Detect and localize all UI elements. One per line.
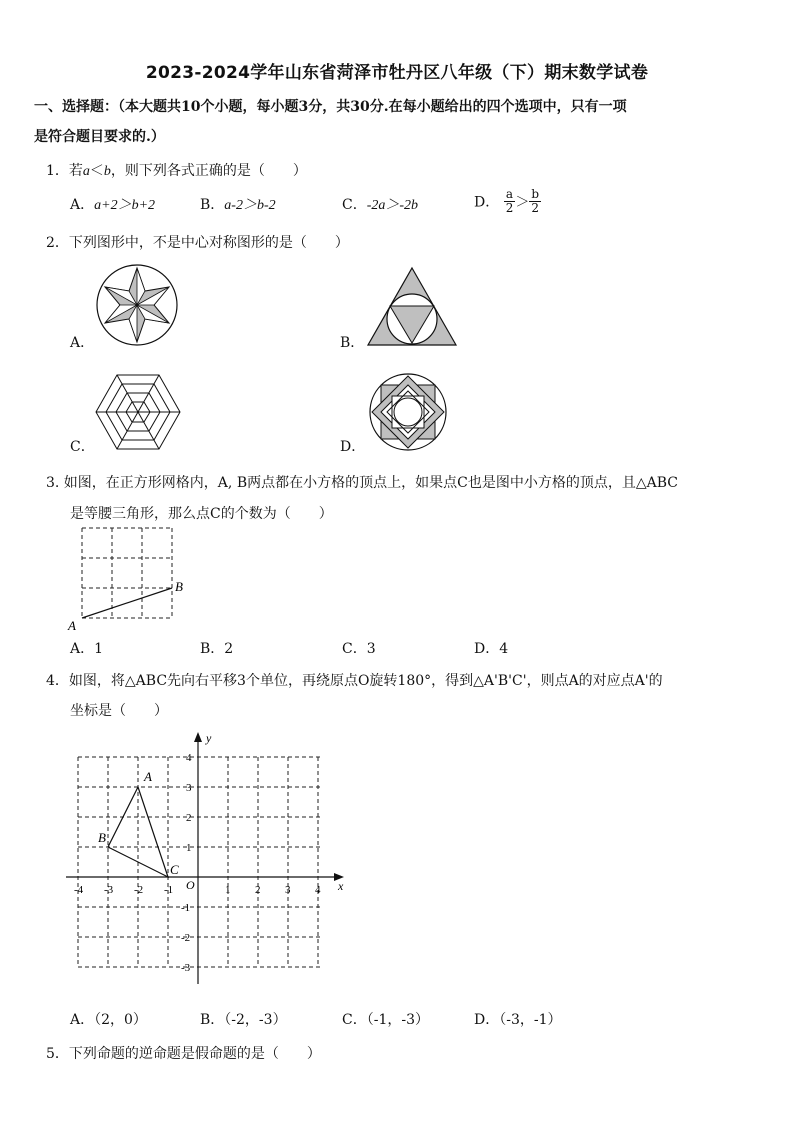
x-tick-label: -1 <box>164 884 174 896</box>
q4-option-b[interactable]: B．（-2，-3） <box>200 1012 287 1028</box>
q3-segment-ab <box>82 588 172 618</box>
q4-stem-line1: 4．如图，将△ABC先向右平移3个单位，再绕原点O旋转180°，得到△A'B'C'，则点A的对应点A'的 <box>46 673 663 689</box>
q4-stem-line2: 坐标是（ ） <box>70 703 168 719</box>
q3-label-b: B <box>175 579 183 594</box>
q2-figure-b-triangle-circle <box>366 266 458 348</box>
y-axis-arrow <box>194 732 202 742</box>
q2-option-d[interactable]: D． <box>340 439 366 455</box>
q1-option-d[interactable]: D． $\frac{a}{2}$ ＞ $\frac{b}{2}$ <box>474 187 540 215</box>
q4-coordinate-plane <box>62 728 352 990</box>
point-a-label: A <box>144 769 152 784</box>
q1-option-b[interactable]: B．a-2＞b-2 <box>200 197 276 213</box>
q3-grid-figure <box>66 524 196 632</box>
q3-option-d[interactable]: D．4 <box>474 641 509 657</box>
q3-label-a: A <box>68 618 76 632</box>
q3-option-b[interactable]: B．2 <box>200 641 234 657</box>
x-tick-label: 3 <box>285 884 291 896</box>
x-tick-label: 2 <box>255 884 261 896</box>
q4-option-a[interactable]: A．（2，0） <box>70 1012 147 1028</box>
q2-stem: 2．下列图形中，不是中心对称图形的是（ ） <box>46 235 349 251</box>
x-tick-label: -3 <box>104 884 114 896</box>
q4-option-c[interactable]: C．（-1，-3） <box>342 1012 429 1028</box>
section-heading-line2: 是符合题目要求的.） <box>34 129 165 145</box>
paper-title: 2023-2024学年山东省菏泽市牡丹区八年级（下）期末数学试卷 <box>145 63 649 83</box>
x-axis-label: x <box>338 879 344 893</box>
x-tick-label: -2 <box>134 884 144 896</box>
q3-option-a[interactable]: A．1 <box>70 641 104 657</box>
q2-option-a[interactable]: A． <box>70 335 95 351</box>
y-tick-label: -2 <box>181 932 191 944</box>
origin-label: O <box>186 878 195 892</box>
x-tick-label: -4 <box>74 884 84 896</box>
q2-figure-c-nested-hexagons <box>94 372 182 452</box>
y-tick-label: 4 <box>186 752 192 764</box>
q5-stem: 5．下列命题的逆命题是假命题的是（ ） <box>46 1046 321 1062</box>
q2-option-b[interactable]: B． <box>340 335 365 351</box>
y-tick-label: 2 <box>186 812 192 824</box>
q2-figure-d-circle-squares <box>368 372 448 452</box>
q1-option-c[interactable]: C．-2a＞-2b <box>342 197 419 213</box>
y-tick-label: 1 <box>186 842 192 854</box>
q2-option-c[interactable]: C． <box>70 439 95 455</box>
x-tick-label: 4 <box>315 884 321 896</box>
q1-stem: 1．若a＜b，则下列各式正确的是（ ） <box>46 163 307 179</box>
y-tick-labels <box>181 752 192 974</box>
x-tick-label: 1 <box>225 884 231 896</box>
y-tick-label: 3 <box>186 782 192 794</box>
y-axis-label: y <box>206 731 212 745</box>
point-b-label: B <box>98 830 106 845</box>
section-heading-line1: 一、选择题：（本大题共10个小题，每小题3分，共30分.在每小题给出的四个选项中，只有一项 <box>34 99 627 115</box>
y-tick-label: -1 <box>181 902 191 914</box>
q2-figure-a-six-point-star <box>94 262 180 348</box>
point-c-label: C <box>170 862 179 877</box>
q3-stem-line1: 3. 如图，在正方形网格内，A, B两点都在小方格的顶点上，如果点C也是图中小方格的顶点，且△ABC <box>46 475 678 491</box>
q3-stem-line2: 是等腰三角形，那么点C的个数为（ ） <box>70 506 333 522</box>
q4-option-d[interactable]: D．（-3，-1） <box>474 1012 562 1028</box>
q3-option-c[interactable]: C．3 <box>342 641 376 657</box>
y-tick-label: -3 <box>181 962 191 974</box>
q1-option-a[interactable]: A．a+2＞b+2 <box>70 197 156 213</box>
